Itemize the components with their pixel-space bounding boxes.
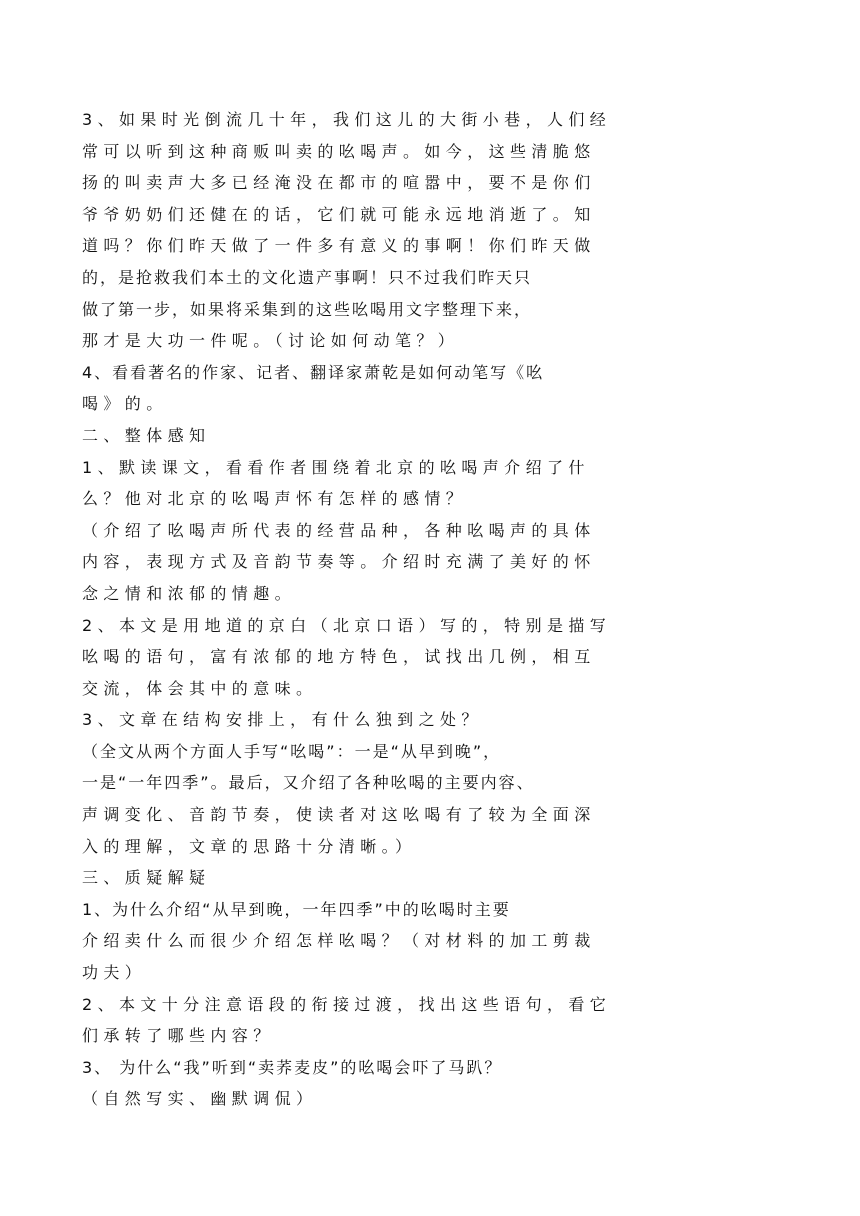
text-line: （自然写实、幽默调侃） [82, 1089, 318, 1109]
text-line: 的，是抢救我们本土的文化遗产事啊！只不过我们昨天只 [82, 267, 533, 287]
text-line: 爷爷奶奶们还健在的话，它们就可能永远地消逝了。知 [82, 204, 596, 224]
text-line: 3、 为什么“我”听到“卖荞麦皮”的吆喝会吓了马趴？ [82, 1057, 503, 1077]
section-heading: 二、整体感知 [82, 425, 211, 445]
text-line: 4、看看著名的作家、记者、翻译家萧乾是如何动笔写《吆 [82, 362, 545, 382]
text-line: 一是“一年四季”。最后，又介绍了各种吆喝的主要内容、 [82, 773, 535, 793]
text-line: 那才是大功一件呢。（讨论如何动笔？） [82, 331, 460, 351]
text-line: 喝》的。 [82, 394, 168, 414]
text-line: 3、如果时光倒流几十年，我们这儿的大街小巷，人们经 [82, 110, 612, 129]
section-heading: 三、质疑解疑 [82, 868, 211, 888]
text-line: 们承转了哪些内容？ [82, 1026, 275, 1046]
text-line: 道吗？你们昨天做了一件多有意义的事啊！你们昨天做 [82, 236, 596, 256]
text-line: 声调变化、音韵节奏，使读者对这吆喝有了较为全面深 [82, 805, 596, 825]
text-line: 吆喝的语句，富有浓郁的地方特色，试找出几例，相互 [82, 647, 596, 667]
text-line: 功夫） [82, 963, 147, 983]
text-line: 么？他对北京的吆喝声怀有怎样的感情？ [82, 489, 468, 509]
text-line: 做了第一步，如果将采集到的这些吆喝用文字整理下来， [82, 299, 533, 319]
text-line: （全文从两个方面人手写“吆喝”：一是“从早到晚”， [82, 741, 502, 761]
text-line: 1、默读课文，看看作者围绕着北京的吆喝声介绍了什 [82, 457, 590, 477]
text-line: 2、本文是用地道的京白（北京口语）写的，特别是描写 [82, 615, 612, 635]
text-line: 入的理解，文章的思路十分清晰。） [82, 836, 417, 856]
text-line: 常可以听到这种商贩叫卖的吆喝声。如今，这些清脆悠 [82, 141, 596, 161]
text-line: 内容，表现方式及音韵节奏等。介绍时充满了美好的怀 [82, 552, 596, 572]
text-line: 介绍卖什么而很少介绍怎样吆喝？（对材料的加工剪裁 [82, 931, 596, 951]
text-line: 1、为什么介绍“从早到晚，一年四季”中的吆喝时主要 [82, 899, 511, 919]
text-line: 2、本文十分注意语段的衔接过渡，找出这些语句，看它 [82, 994, 612, 1014]
text-line: 念之情和浓郁的情趣。 [82, 583, 297, 603]
text-line: 扬的叫卖声大多已经淹没在都市的喧嚣中，要不是你们 [82, 173, 596, 193]
text-line: （介绍了吆喝声所代表的经营品种，各种吆喝声的具体 [82, 520, 596, 540]
document-body [82, 104, 642, 1115]
text-line: 交流，体会其中的意味。 [82, 678, 318, 698]
text-line: 3、文章在结构安排上，有什么独到之处？ [82, 710, 483, 730]
